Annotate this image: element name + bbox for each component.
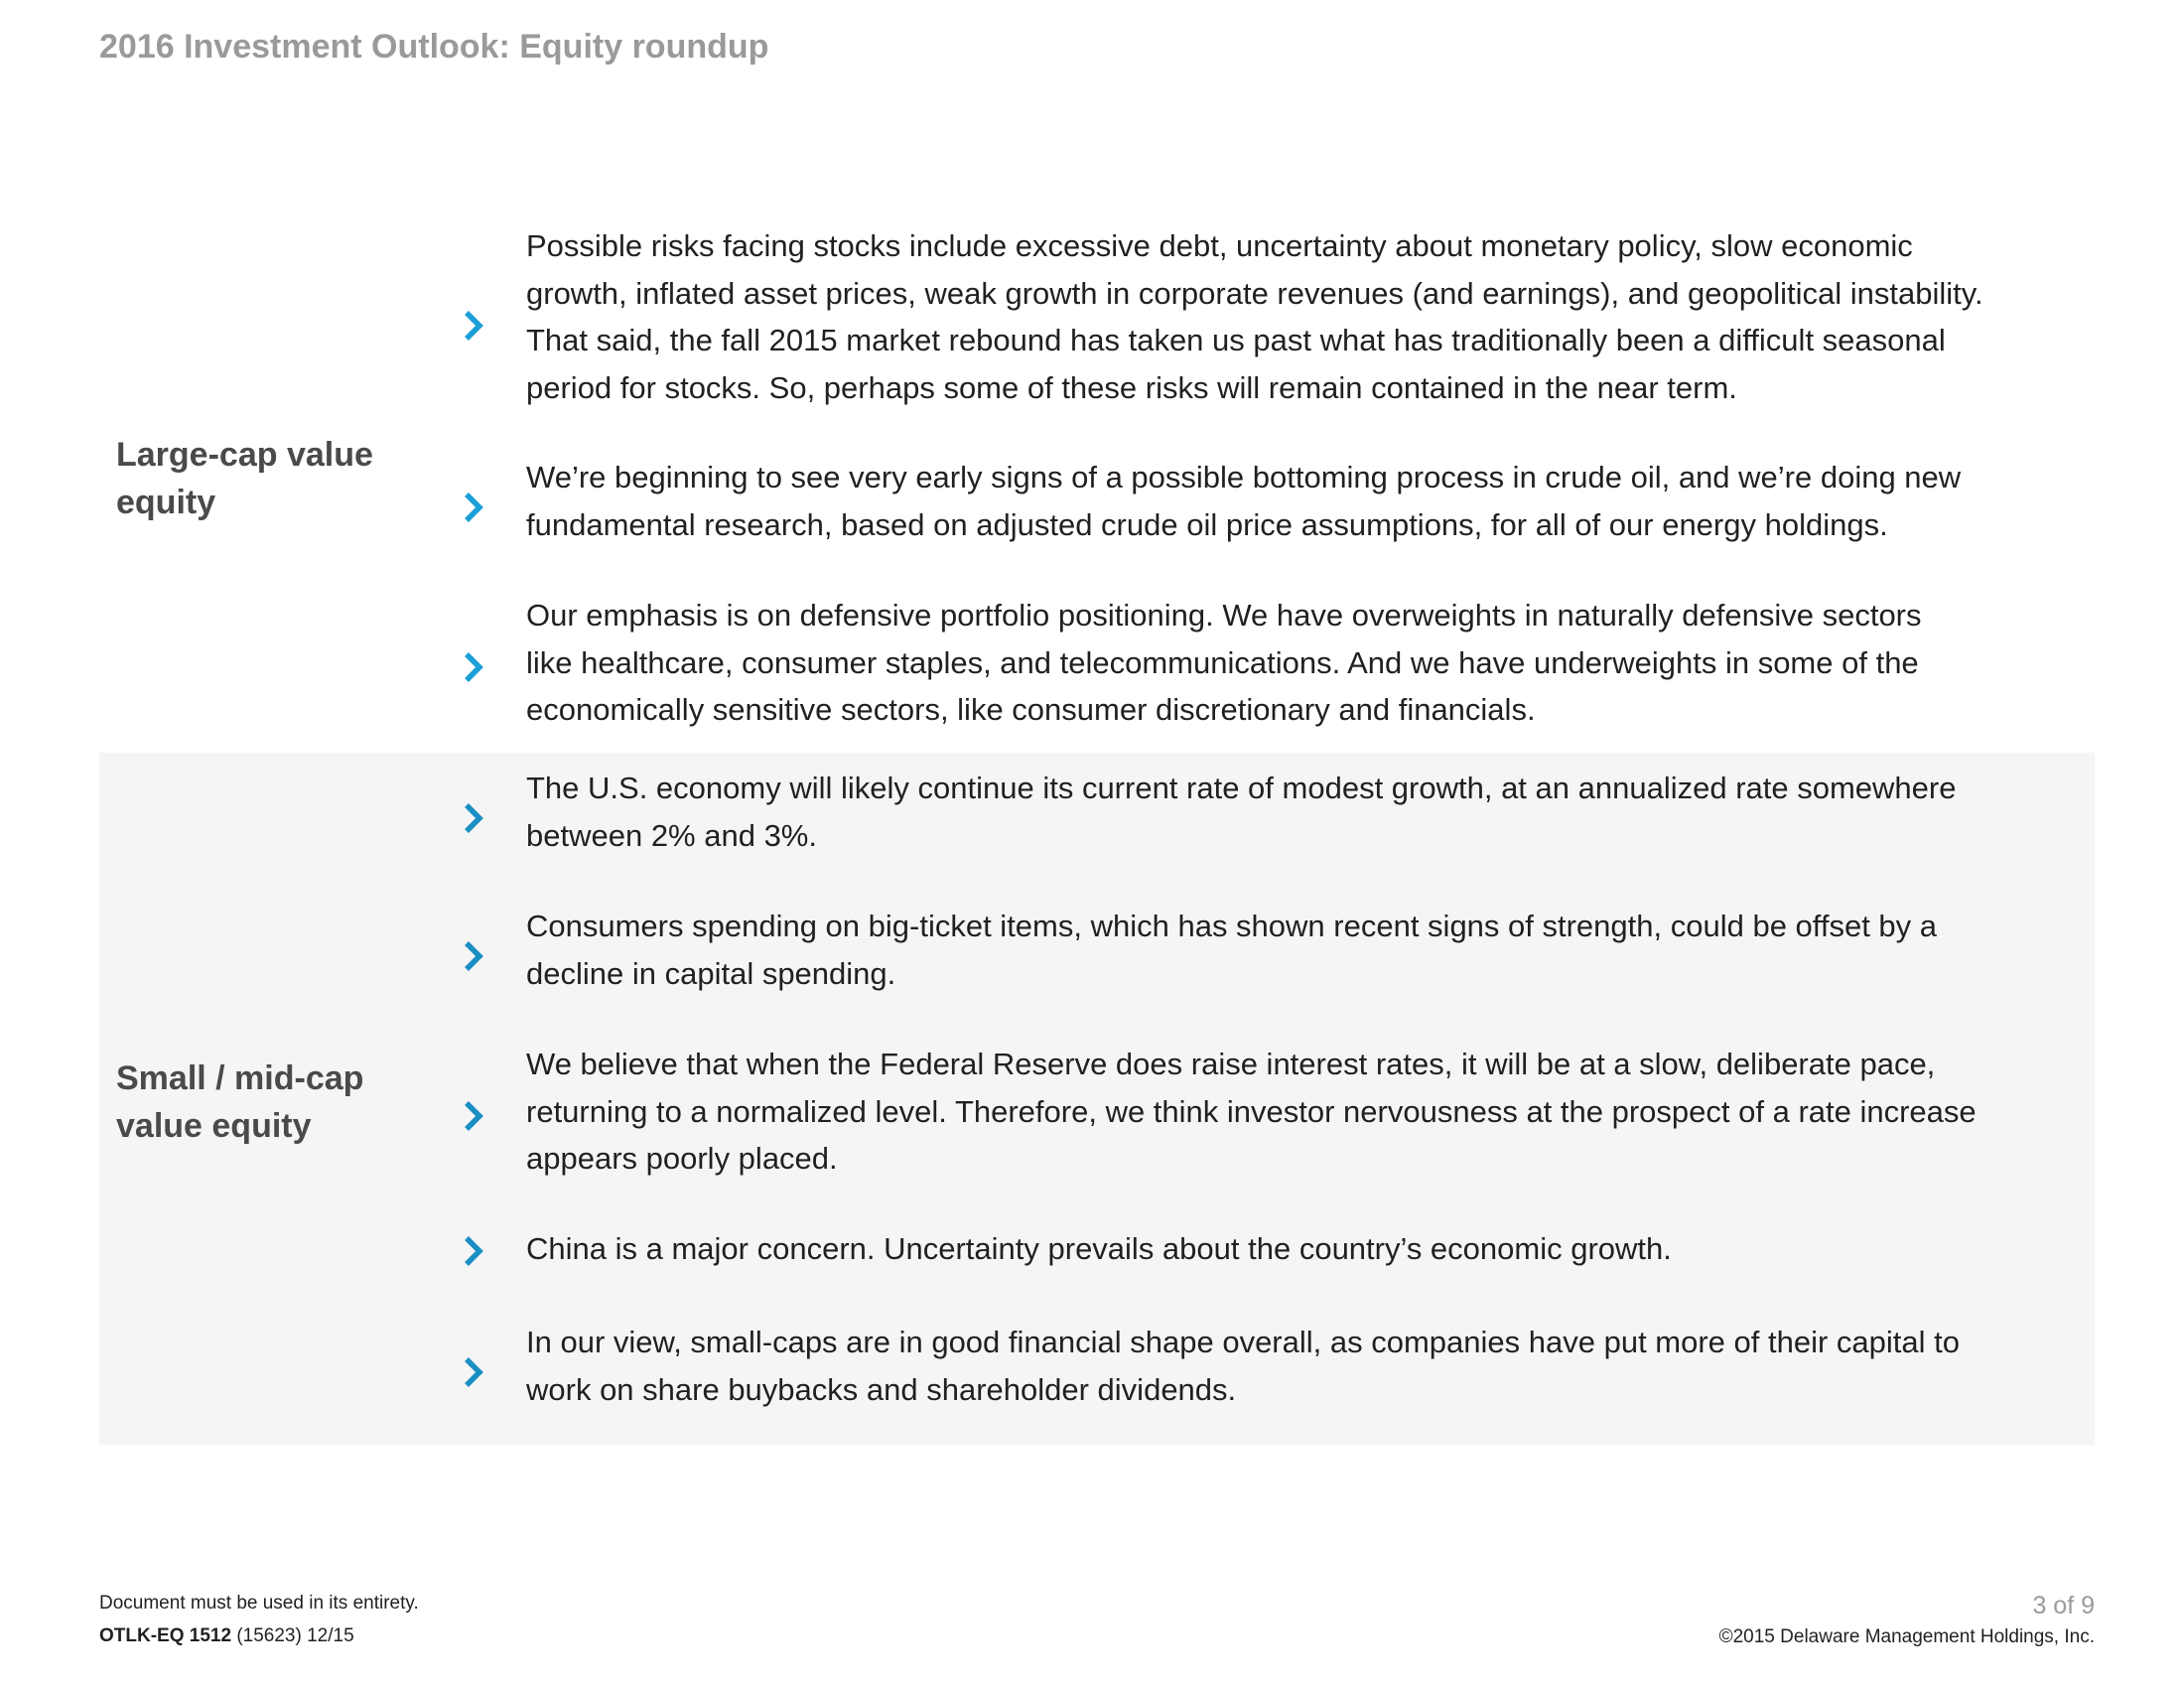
text-line: returning to a normalized level. Therefore, we think investor nervousness at the prospect of a rate increase bbox=[526, 1093, 1977, 1129]
chevron-right-icon bbox=[463, 492, 484, 523]
copyright-notice: ©2015 Delaware Management Holdings, Inc. bbox=[1718, 1626, 2095, 1647]
text-line: period for stocks. So, perhaps some of these risks will remain contained in the near term. bbox=[526, 369, 1737, 405]
bullet-text bbox=[526, 903, 2134, 997]
text-line: The U.S. economy will likely continue its current rate of modest growth, at an annualized rate somewhere bbox=[526, 771, 1957, 805]
section-label bbox=[116, 431, 414, 526]
text-line: Consumers spending on big-ticket items, which has shown recent signs of strength, could be offset by a bbox=[526, 909, 1938, 943]
text-line: between 2% and 3%. bbox=[526, 817, 817, 853]
chevron-right-icon bbox=[463, 802, 484, 834]
text-line: fundamental research, based on adjusted crude oil price assumptions, for all of our energy holdings. bbox=[526, 506, 1888, 542]
bullet-text bbox=[526, 1225, 2134, 1273]
bullet-text bbox=[526, 592, 2134, 734]
chevron-right-icon bbox=[463, 1100, 484, 1132]
text-line: work on share buybacks and shareholder dividends. bbox=[526, 1371, 1237, 1407]
bullet-text bbox=[526, 1041, 2134, 1183]
text-line: like healthcare, consumer staples, and telecommunications. And we have underweights in some of the bbox=[526, 644, 1919, 680]
footer-document-code bbox=[99, 1625, 354, 1647]
document-code-extra: (15623) 12/15 bbox=[236, 1625, 354, 1646]
text-line: decline in capital spending. bbox=[526, 955, 896, 991]
text-line: Possible risks facing stocks include excessive debt, uncertainty about monetary policy, slow economic bbox=[526, 228, 1913, 263]
page-number: 3 of 9 bbox=[2032, 1592, 2095, 1619]
section-small-mid-cap-value-equity bbox=[99, 753, 2095, 1445]
text-line: We’re beginning to see very early signs of a possible bottoming process in crude oil, and we’re doing new bbox=[526, 460, 1962, 494]
chevron-right-icon bbox=[463, 940, 484, 972]
document-title: 2016 Investment Outlook: Equity roundup bbox=[99, 28, 769, 66]
text-line: Our emphasis is on defensive portfolio positioning. We have overweights in naturally defensive sectors bbox=[526, 598, 1922, 633]
chevron-right-icon bbox=[463, 310, 484, 342]
bullet-text bbox=[526, 222, 2134, 411]
chevron-right-icon bbox=[463, 1235, 484, 1267]
text-line: China is a major concern. Uncertainty prevails about the country’s economic growth. bbox=[526, 1231, 1672, 1266]
footer-disclaimer: Document must be used in its entirety. bbox=[99, 1593, 419, 1614]
section-label bbox=[116, 1055, 414, 1150]
text-line: appears poorly placed. bbox=[526, 1141, 838, 1176]
text-line: We believe that when the Federal Reserve does raise interest rates, it will be at a slow, deliberate pace, bbox=[526, 1047, 1936, 1081]
document-code: OTLK-EQ 1512 bbox=[99, 1625, 232, 1646]
chevron-right-icon bbox=[463, 651, 484, 683]
section-large-cap-value-equity bbox=[99, 211, 2095, 753]
section-label-line: Large-cap value bbox=[116, 436, 373, 474]
text-line: growth, inflated asset prices, weak growth in corporate revenues (and earnings), and geopolitical instability. bbox=[526, 275, 1983, 311]
text-line: That said, the fall 2015 market rebound has taken us past what has traditionally been a difficult seasonal bbox=[526, 323, 1946, 357]
chevron-right-icon bbox=[463, 1356, 484, 1388]
section-label-line: Small / mid-cap bbox=[116, 1059, 364, 1097]
bullet-text bbox=[526, 1319, 2134, 1413]
bullet-text bbox=[526, 765, 2134, 859]
text-line: In our view, small-caps are in good financial shape overall, as companies have put more of their capital to bbox=[526, 1325, 1960, 1359]
section-label-line: value equity bbox=[116, 1107, 312, 1145]
text-line: economically sensitive sectors, like consumer discretionary and financials. bbox=[526, 692, 1536, 727]
bullet-text bbox=[526, 454, 2134, 548]
section-label-line: equity bbox=[116, 484, 216, 521]
